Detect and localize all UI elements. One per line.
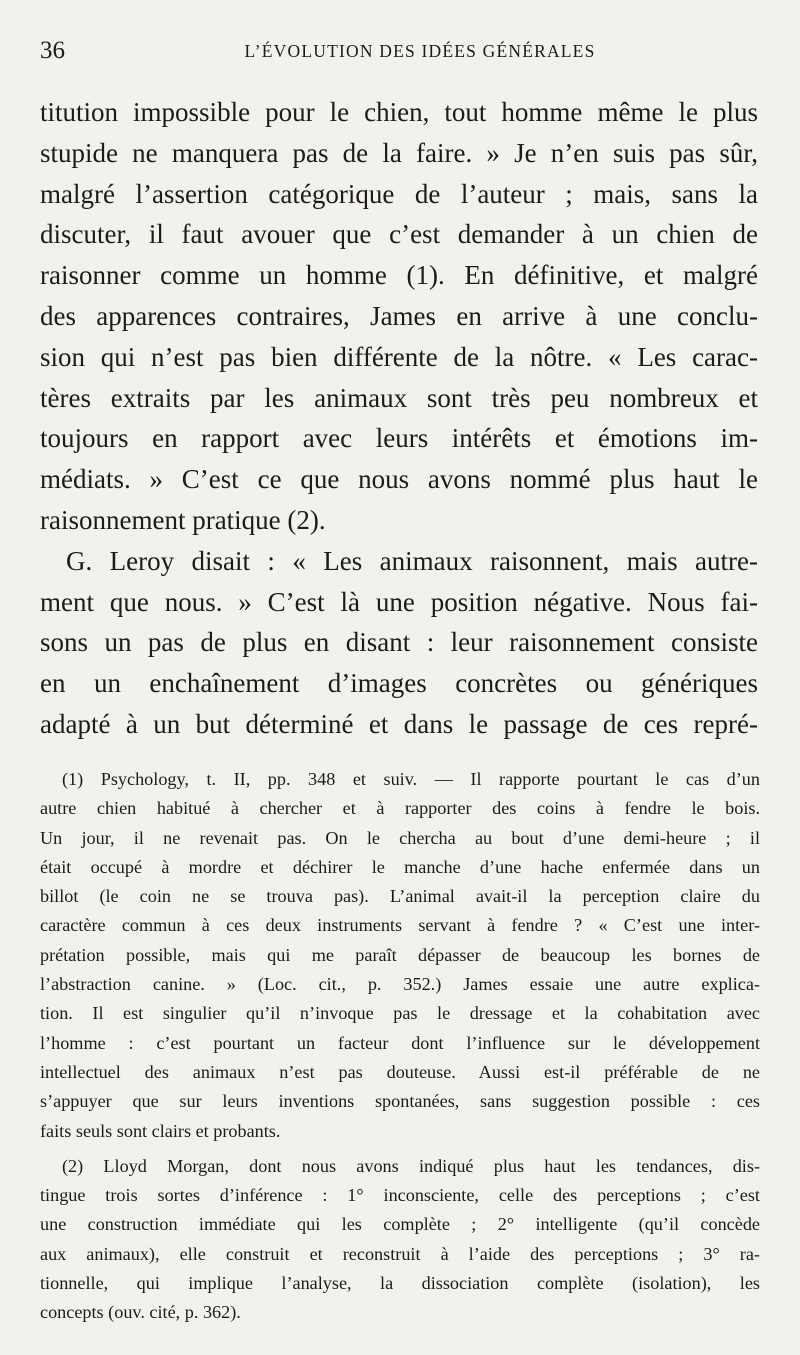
- footnote-line: l’homme : c’est pourtant un facteur dont l’influence sur le développement: [40, 1032, 760, 1053]
- footnote-line: Un jour, il ne revenait pas. On le chercha au bout d’une demi-heure ; il: [40, 827, 760, 848]
- text-line: raisonner comme un homme (1). En définitive, et malgré: [40, 260, 758, 291]
- footnote-line: faits seuls sont clairs et probants.: [40, 1120, 281, 1141]
- footnote-line: caractère commun à ces deux instruments servant à fendre ? « C’est une inter-: [40, 915, 760, 936]
- page-header: [40, 36, 760, 66]
- footnote-line: intellectuel des animaux n’est pas douteuse. Aussi est-il préférable de ne: [40, 1061, 760, 1082]
- footnotes: [40, 765, 760, 1328]
- footnote-line: billot (le coin ne se trouva pas). L’animal avait-il la perception claire du: [40, 886, 760, 907]
- footnote-2: [40, 1152, 760, 1328]
- text-line: tères extraits par les animaux sont très peu nombreux et: [40, 382, 758, 413]
- text-line: titution impossible pour le chien, tout homme même le plus: [40, 97, 758, 127]
- footnote-line: autre chien habitué à chercher et à rapporter des coins à fendre le bois.: [40, 798, 760, 819]
- text-line: des apparences contraires, James en arrive à une conclu-: [40, 300, 758, 331]
- text-line: toujours en rapport avec leurs intérêts et émotions im-: [40, 423, 758, 454]
- text-line: malgré l’assertion catégorique de l’auteur ; mais, sans la: [40, 178, 758, 209]
- page-number: 36: [40, 37, 65, 64]
- footnote-line: s’appuyer que sur leurs inventions spontanées, sans suggestion possible : ces: [40, 1091, 760, 1112]
- text-line: stupide ne manquera pas de la faire. » Je n’en suis pas sûr,: [40, 137, 758, 168]
- text-line: adapté à un but déterminé et dans le passage de ces repré-: [40, 708, 758, 739]
- footnote-line: concepts (ouv. cité, p. 362).: [40, 1302, 241, 1323]
- footnote-line: (1) Psychology, t. II, pp. 348 et suiv. — Il rapporte pourtant le cas d’un: [62, 769, 760, 789]
- text-line: sons un pas de plus en disant : leur raisonnement consiste: [40, 627, 758, 658]
- text-line: G. Leroy disait : « Les animaux raisonnent, mais autre-: [66, 545, 758, 576]
- text-line: ment que nous. » C’est là une position négative. Nous fai-: [40, 586, 758, 617]
- footnote-line: prétation possible, mais qui me paraît dépasser de beaucoup les bornes de: [40, 944, 760, 965]
- footnote-line: tingue trois sortes d’inférence : 1° inconsciente, celle des perceptions ; c’est: [40, 1185, 760, 1206]
- footnote-line: l’abstraction canine. » (Loc. cit., p. 352.) James essaie une autre explica-: [40, 974, 760, 995]
- text-line: en un enchaînement d’images concrètes ou génériques: [40, 668, 758, 699]
- footnote-line: tionnelle, qui implique l’analyse, la dissociation complète (isolation), les: [40, 1273, 760, 1294]
- footnote-line: était occupé à mordre et déchirer le manche d’une hache enfermée dans un: [40, 856, 760, 877]
- text-line: discuter, il faut avouer que c’est demander à un chien de: [40, 219, 758, 250]
- footnote-1: [40, 765, 760, 1146]
- text-line: sion qui n’est pas bien différente de la nôtre. « Les carac-: [40, 341, 758, 372]
- footnote-line: (2) Lloyd Morgan, dont nous avons indiqué plus haut les tendances, dis-: [62, 1155, 760, 1176]
- footnote-line: aux animaux), elle construit et reconstruit à l’aide des perceptions ; 3° ra-: [40, 1243, 760, 1264]
- main-text: [40, 92, 758, 745]
- footnote-line: tion. Il est singulier qu’il n’invoque pas le dressage et la cohabitation avec: [40, 1003, 760, 1024]
- text-line: médiats. » C’est ce que nous avons nommé plus haut le: [40, 464, 758, 495]
- text-line: raisonnement pratique (2).: [40, 504, 326, 535]
- footnote-line: une construction immédiate qui les complète ; 2° intelligente (qu’il concède: [40, 1214, 760, 1235]
- running-head: L’ÉVOLUTION DES IDÉES GÉNÉRALES: [244, 41, 596, 61]
